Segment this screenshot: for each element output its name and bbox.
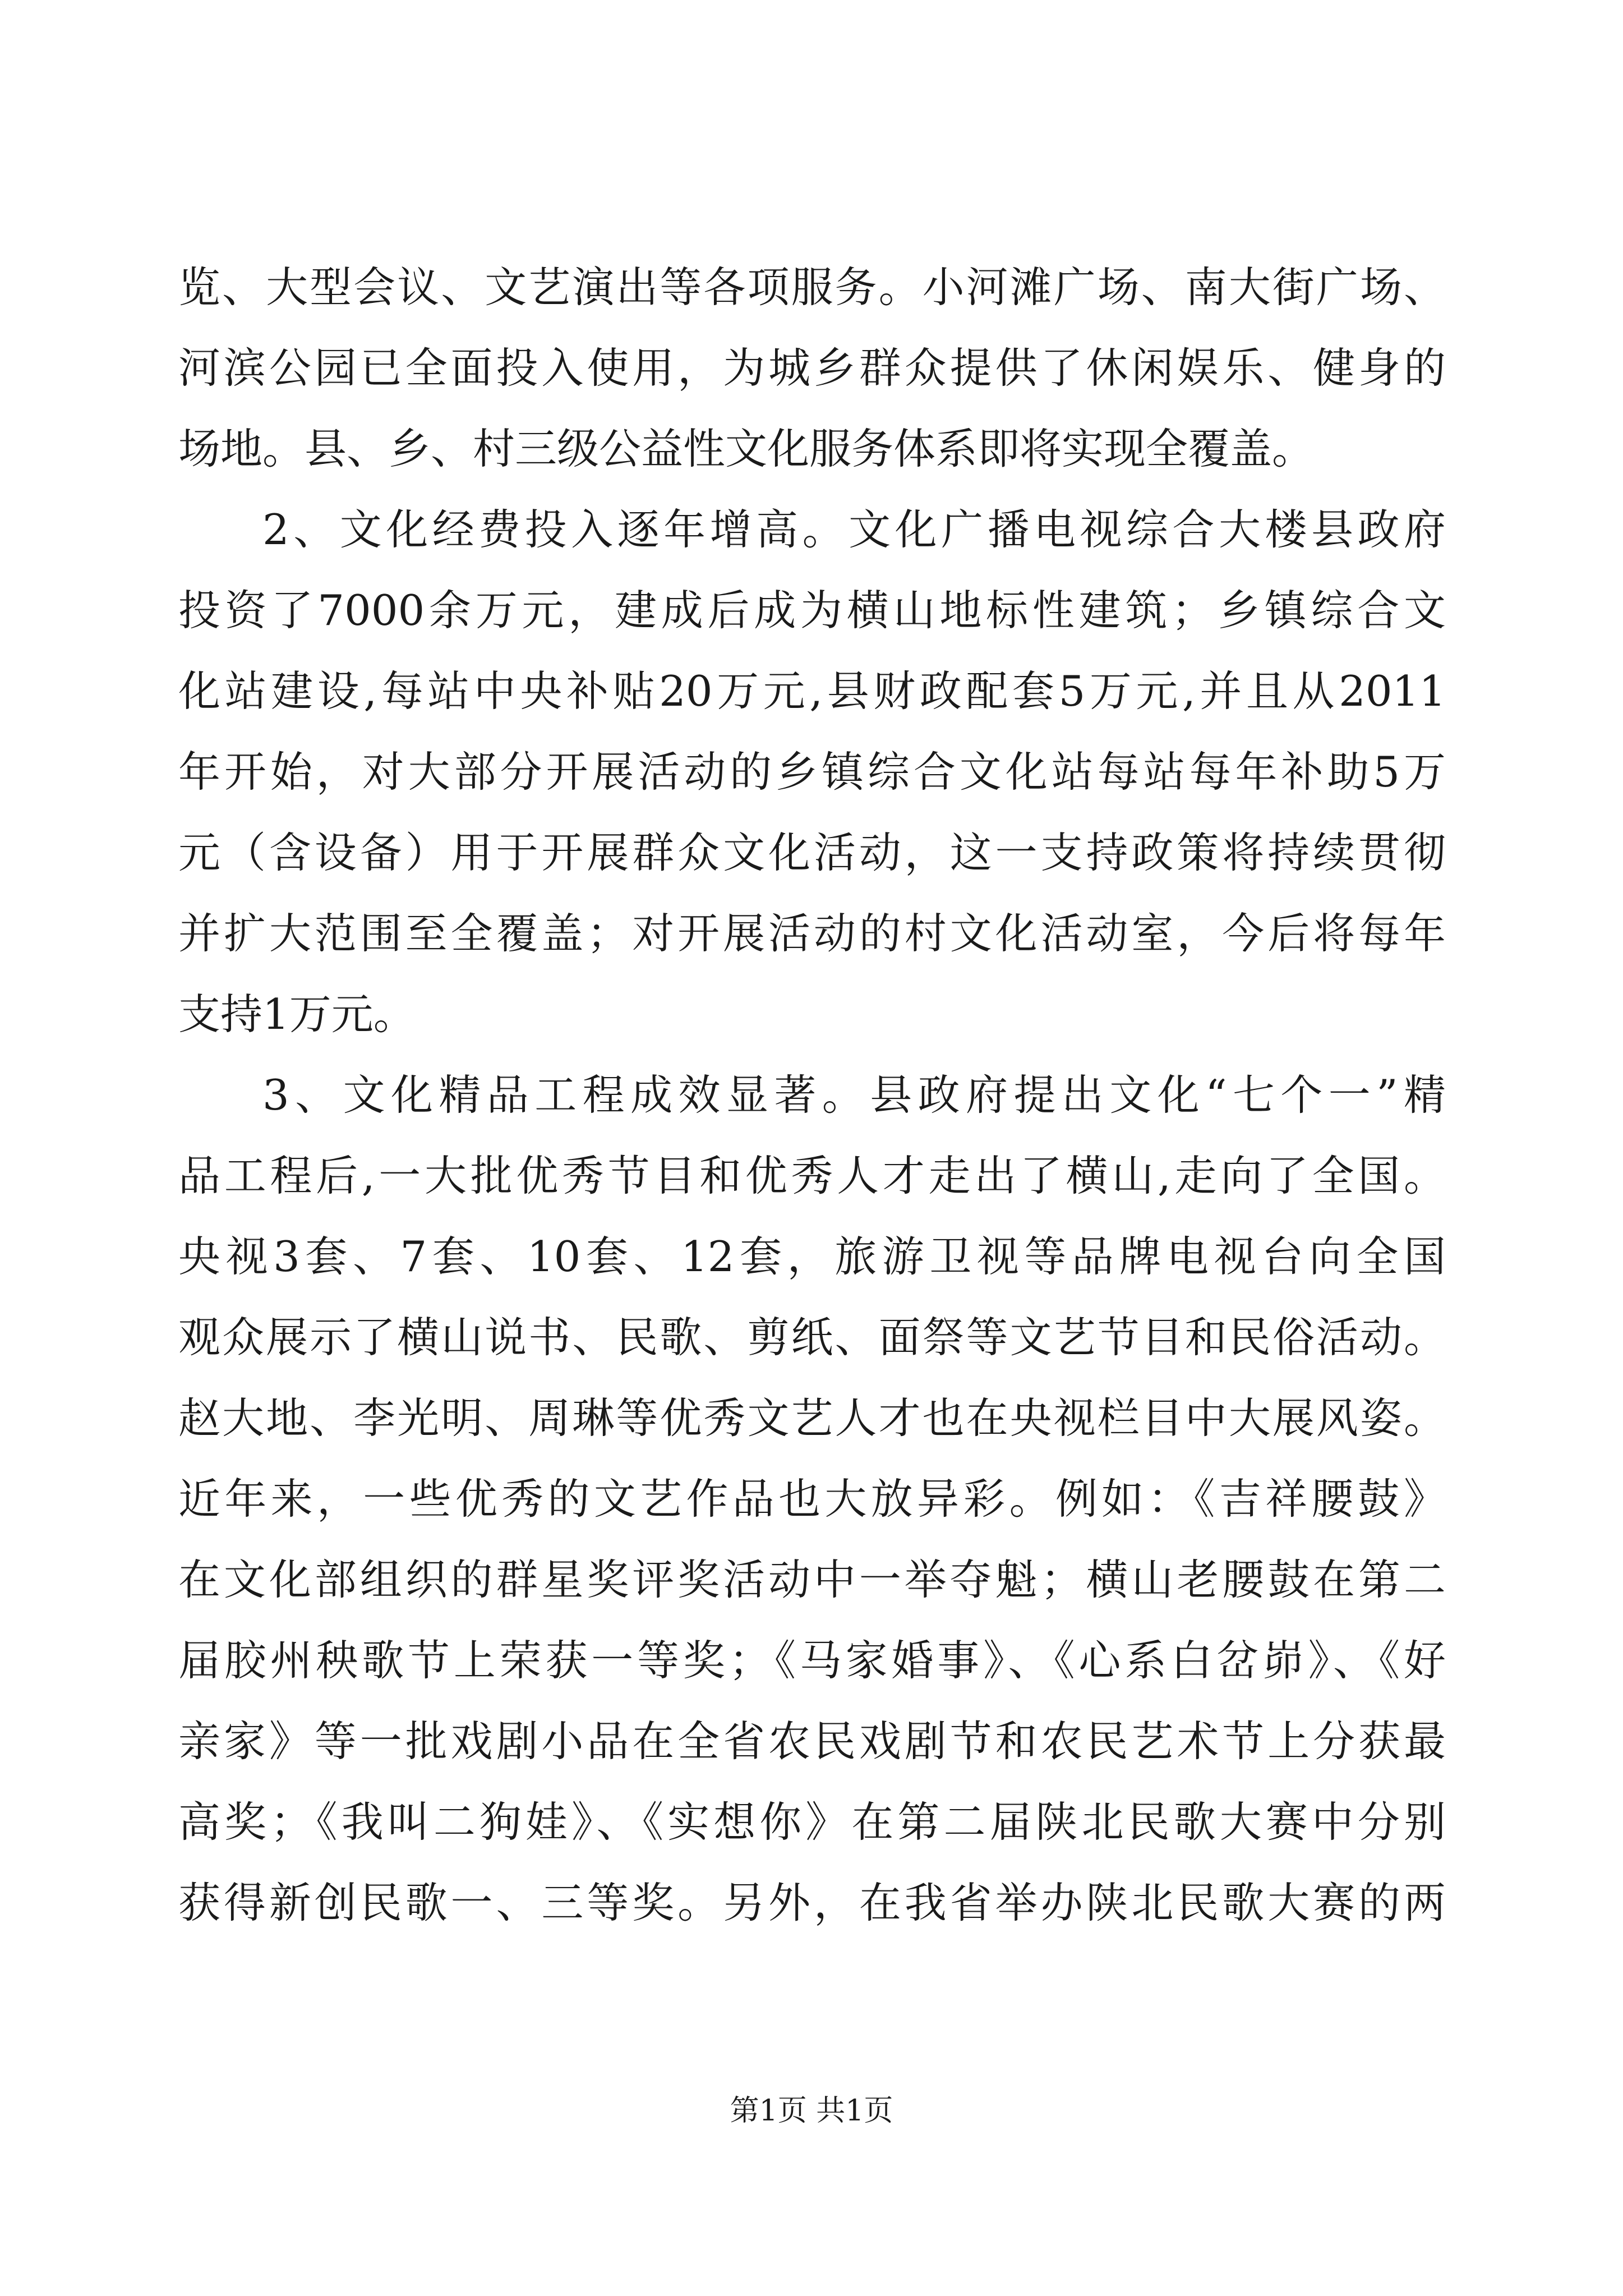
text-line: 并扩大范围至全覆盖；对开展活动的村文化活动室，今后将每年 [178,909,1446,958]
text-line: 近年来，一些优秀的文艺作品也大放异彩。例如：《吉祥腰鼓》 [178,1474,1446,1524]
text-line: 观众展示了横山说书、民歌、剪纸、面祭等文艺节目和民俗活动。 [178,1313,1446,1362]
text-line: 届胶州秧歌节上荣获一等奖；《马家婚事》、《心系白岔峁》、《好 [178,1636,1446,1685]
text-line: 投资了7000余万元，建成后成为横山地标性建筑；乡镇综合文 [178,586,1446,635]
text-line: 获得新创民歌一、三等奖。另外，在我省举办陕北民歌大赛的两 [178,1878,1446,1927]
text-line: 在文化部组织的群星奖评奖活动中一举夺魁；横山老腰鼓在第二 [178,1555,1446,1604]
text-line: 赵大地、李光明、周琳等优秀文艺人才也在央视栏目中大展风姿。 [178,1393,1446,1443]
text-line: 河滨公园已全面投入使用，为城乡群众提供了休闲娱乐、健身的 [178,343,1446,393]
text-line: 亲家》等一批戏剧小品在全省农民戏剧节和农民艺术节上分获最 [178,1717,1446,1766]
body-text [178,247,1446,1943]
paragraph-start-line: 3、文化精品工程成效显著。县政府提出文化“七个一”精 [262,1070,1446,1120]
text-line: 化站建设,每站中央补贴20万元,县财政配套5万元,并且从2011 [178,666,1446,716]
text-line: 高奖；《我叫二狗娃》、《实想你》在第二届陕北民歌大赛中分别 [178,1797,1446,1847]
text-line: 场地。县、乡、村三级公益性文化服务体系即将实现全覆盖。 [178,424,1315,473]
text-line: 元（含设备）用于开展群众文化活动，这一支持政策将持续贯彻 [178,828,1446,877]
text-line: 品工程后,一大批优秀节目和优秀人才走出了横山,走向了全国。 [178,1151,1446,1200]
text-line: 览、大型会议、文艺演出等各项服务。小河滩广场、南大街广场、 [178,263,1446,312]
paragraph-start-line: 2、文化经费投入逐年增高。文化广播电视综合大楼县政府 [262,505,1446,554]
text-line: 年开始，对大部分开展活动的乡镇综合文化站每站每年补助5万 [178,747,1446,797]
page-footer: 第1页 共1页 [730,2094,893,2128]
text-line: 支持1万元。 [178,990,416,1039]
text-line: 央视3套、7套、10套、12套，旅游卫视等品牌电视台向全国 [178,1232,1446,1281]
